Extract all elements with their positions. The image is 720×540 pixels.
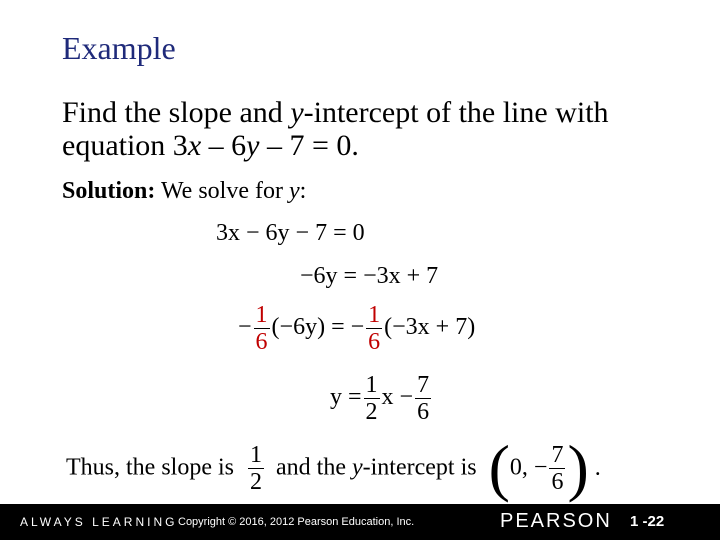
equation-1: 3x − 6y − 7 = 0: [216, 220, 365, 246]
problem-var: y: [290, 96, 304, 129]
fraction-numerator: 1: [365, 372, 378, 398]
right-paren: ): [567, 432, 589, 503]
eq3-minus: −: [238, 314, 252, 341]
fraction-denominator: 2: [365, 399, 378, 425]
equation-2: −6y = −3x + 7: [300, 263, 439, 289]
problem-statement: [62, 96, 609, 162]
conclusion-var: y: [351, 454, 363, 481]
equation-4: [330, 372, 433, 425]
conclusion-text: [276, 455, 477, 481]
solution-label: Solution:: [62, 178, 156, 204]
problem-var: x: [187, 129, 202, 162]
problem-text: – 7 = 0.: [259, 129, 359, 162]
fraction-denominator: 6: [368, 329, 381, 355]
eq3-right-fraction: [366, 302, 382, 355]
eq4-lhs: y =: [330, 384, 362, 411]
conclusion-text: Thus, the slope is: [66, 454, 234, 481]
page-number: 1 -22: [630, 513, 665, 530]
left-paren: (: [488, 432, 510, 503]
slope-fraction: [248, 442, 264, 495]
eq4-fraction-2: [415, 372, 431, 425]
fraction-denominator: 6: [551, 468, 564, 495]
problem-text: – 6: [201, 129, 247, 162]
problem-line-2: [62, 129, 609, 162]
eq3-middle: (−6y) = −: [271, 314, 365, 341]
fraction-numerator: 1: [368, 302, 381, 328]
eq3-end: (−3x + 7): [384, 314, 476, 341]
problem-text: equation 3: [62, 129, 188, 162]
fraction-numerator: 7: [417, 372, 430, 398]
point-coordinates: 0, −: [509, 454, 548, 481]
solution-var: y: [288, 178, 300, 204]
copyright-text: Copyright © 2016, 2012 Pearson Education, Inc.: [178, 516, 415, 528]
fraction-numerator: 1: [255, 302, 268, 328]
footer-bar: [0, 504, 720, 540]
fraction-numerator: 1: [250, 441, 262, 468]
point-fraction: [549, 442, 565, 495]
problem-text: Find the slope and: [62, 96, 291, 129]
conclusion-text-b: -intercept is: [362, 454, 477, 481]
eq4-middle: x −: [381, 384, 414, 411]
solution-text: We solve for: [155, 178, 289, 204]
eq3-left-fraction: [254, 302, 270, 355]
eq4-fraction-1: [364, 372, 380, 425]
conclusion-text-a: and the: [276, 454, 352, 481]
always-learning-label: ALWAYS LEARNING: [20, 515, 178, 529]
conclusion-line: [66, 432, 601, 503]
fraction-denominator: 6: [417, 399, 430, 425]
solution-line: [62, 178, 306, 205]
equation-3: [238, 302, 475, 355]
problem-line-1: [62, 96, 609, 129]
problem-text: -intercept of the line with: [303, 96, 609, 129]
solution-text: :: [299, 178, 307, 204]
conclusion-period: .: [594, 454, 601, 481]
fraction-numerator: 7: [551, 441, 564, 468]
pearson-logo: PEARSON: [500, 510, 612, 532]
fraction-denominator: 6: [255, 329, 268, 355]
fraction-denominator: 2: [250, 468, 262, 495]
slide-title: Example: [62, 30, 176, 66]
problem-var: y: [246, 129, 260, 162]
